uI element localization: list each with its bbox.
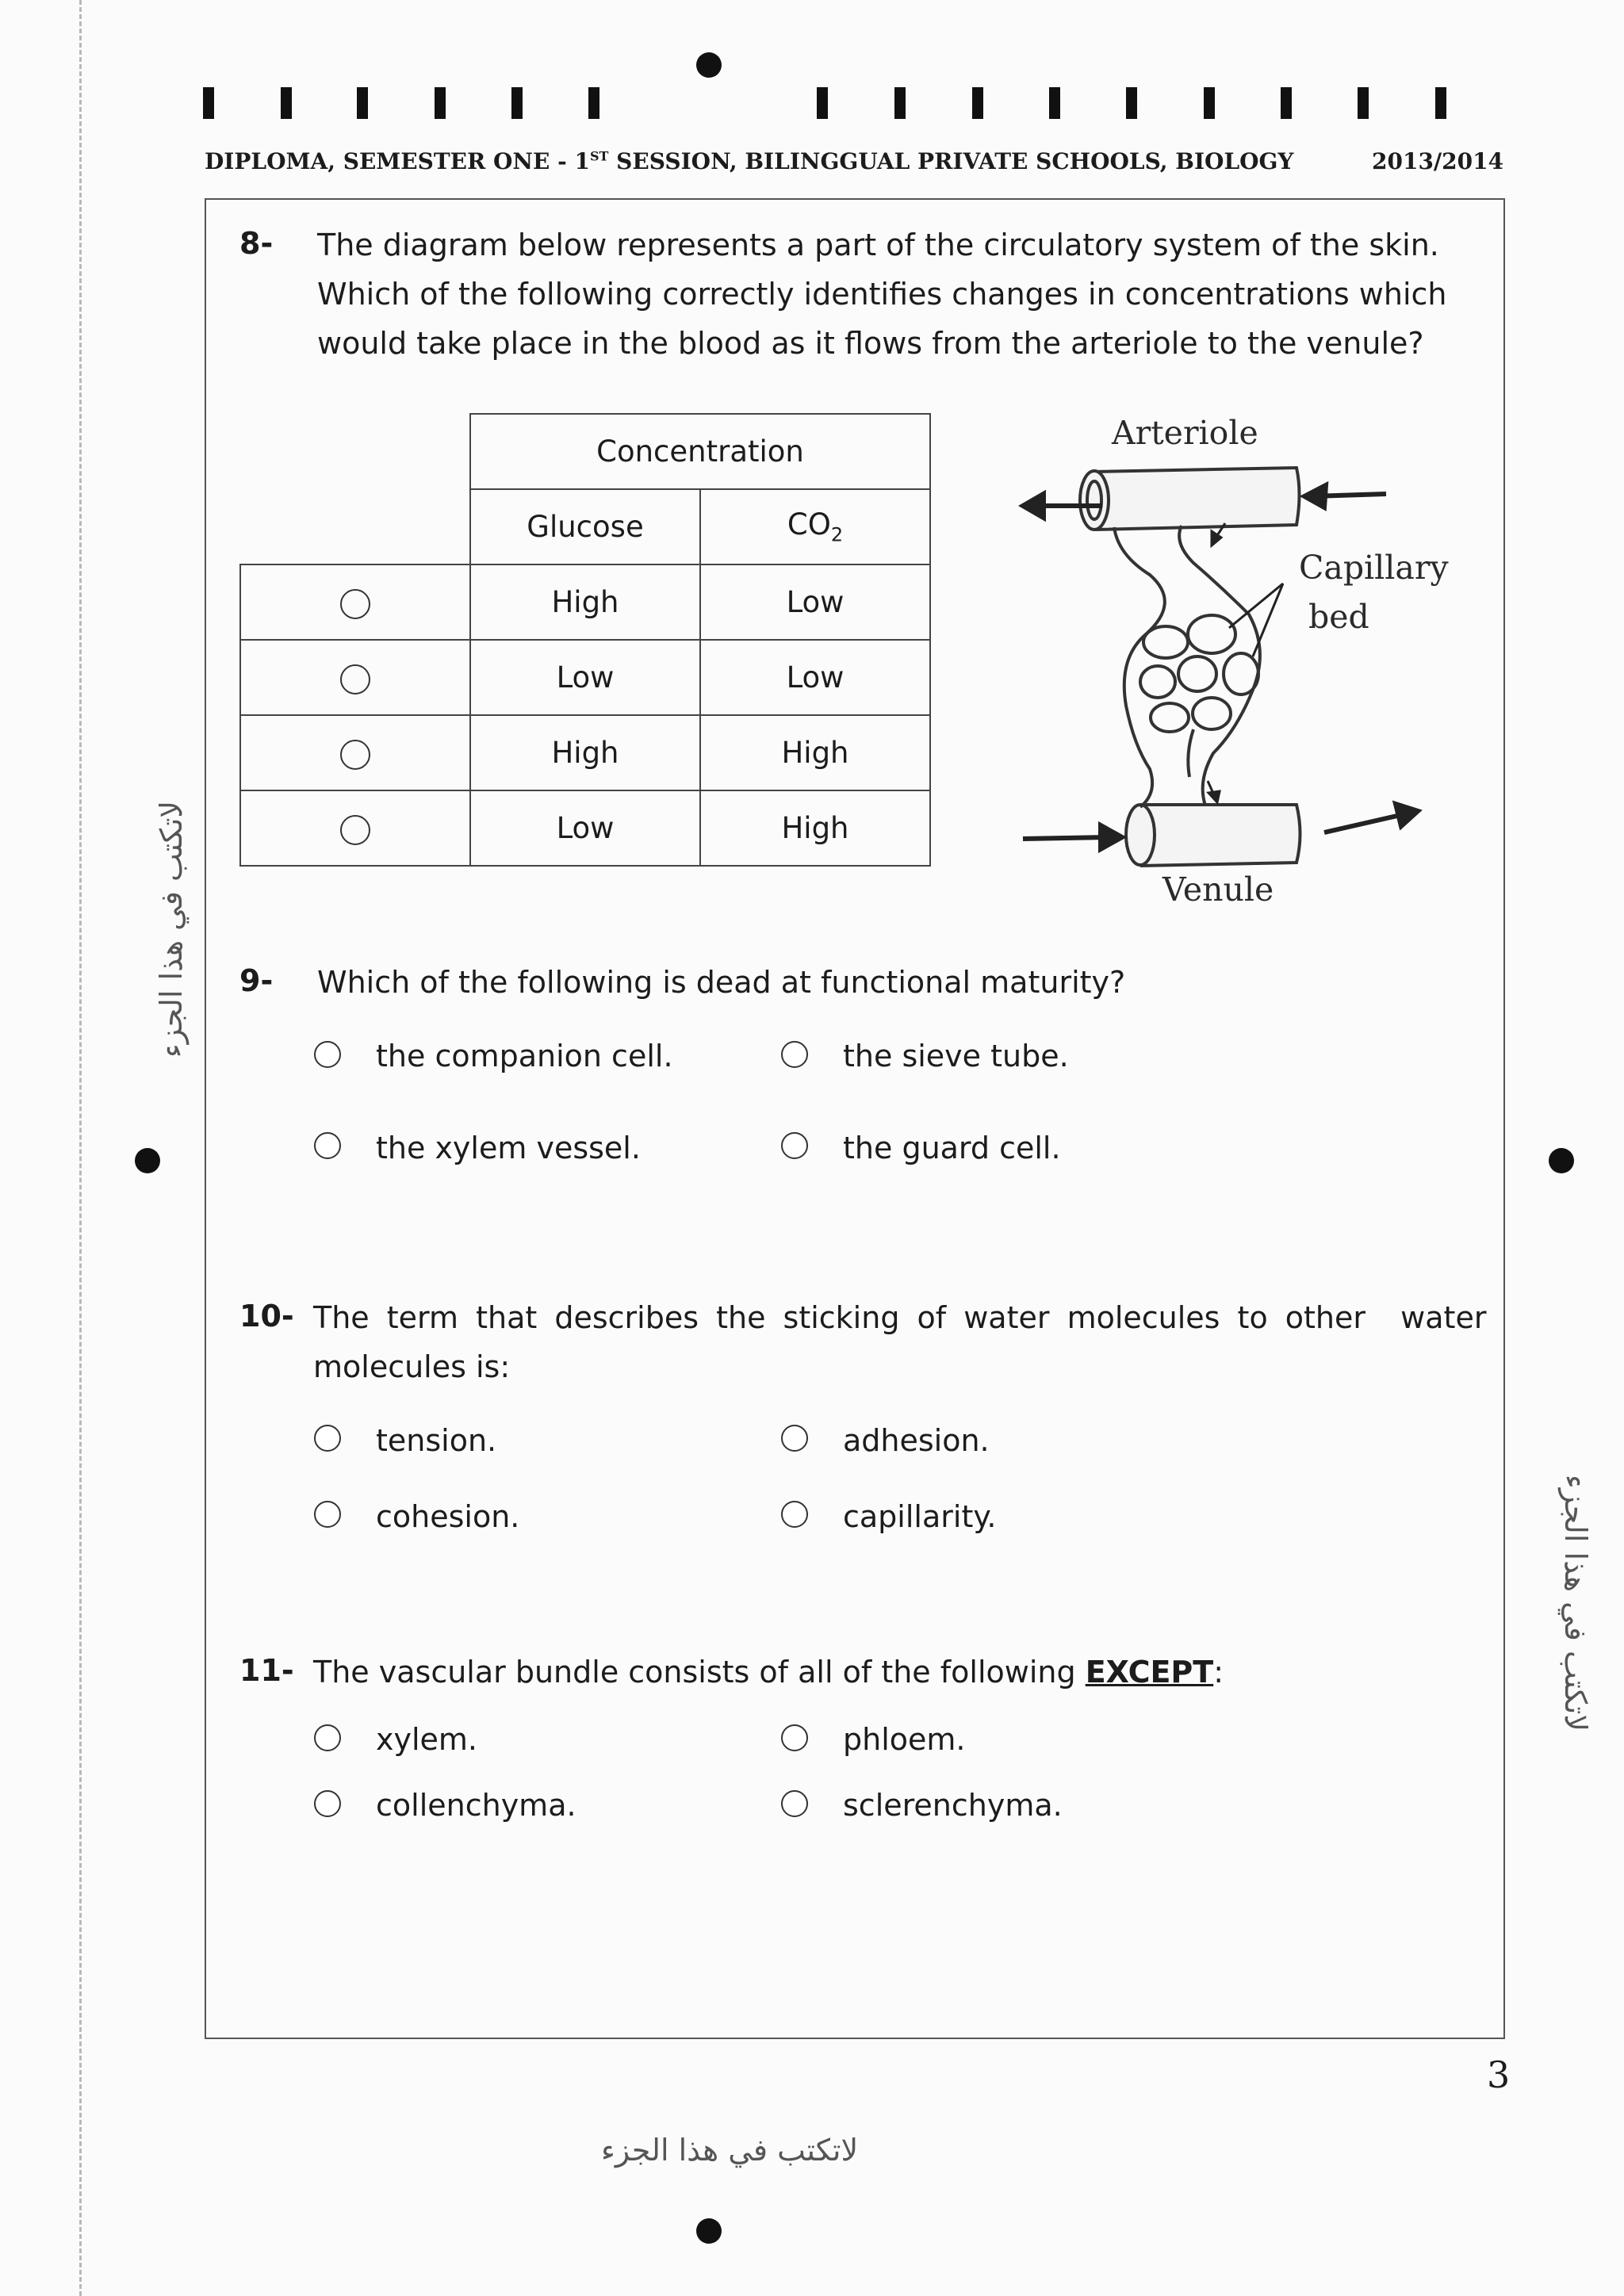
q11-option-b-label: phloem. — [843, 1722, 966, 1757]
q8-option-4-radio[interactable] — [340, 815, 370, 845]
exam-header-title: DIPLOMA, SEMESTER ONE - 1ST SESSION, BILINGGUAL PRIVATE SCHOOLS, BIOLOGY — [205, 148, 1294, 174]
table-col-glucose: Glucose — [470, 489, 700, 564]
q9-number: 9- — [239, 963, 274, 998]
margin-note-right: لاتكتب في هذا الجزء — [1558, 1474, 1594, 1732]
q11-option-d-radio[interactable] — [781, 1790, 808, 1817]
q8-option-1-radio[interactable] — [340, 589, 370, 619]
margin-note-left: لاتكتب في هذا الجزء — [154, 800, 190, 1058]
q9-option-a-radio[interactable] — [314, 1041, 341, 1068]
table-cell: Low — [700, 564, 930, 640]
margin-note-bottom: لاتكتب في هذا الجزء — [601, 2133, 859, 2168]
q9-text: Which of the following is dead at functional maturity? — [317, 965, 1126, 1000]
q11-option-a-radio[interactable] — [314, 1724, 341, 1751]
table-cell: High — [700, 790, 930, 866]
table-col-co2: $CO_2$ — [700, 489, 930, 564]
q8-option-row[interactable] — [240, 790, 930, 866]
q10-option-c-label: cohesion. — [376, 1499, 520, 1534]
q11-option-a-label: xylem. — [376, 1722, 478, 1757]
q11-option-c-label: collenchyma. — [376, 1788, 576, 1823]
q10-number: 10- — [239, 1299, 294, 1334]
q11-option-d-label: sclerenchyma. — [843, 1788, 1063, 1823]
except-emphasis: EXCEPT — [1085, 1655, 1214, 1689]
q8-option-3-radio[interactable] — [340, 740, 370, 770]
registration-dot-left — [135, 1148, 160, 1173]
q10-option-c-radio[interactable] — [314, 1501, 341, 1528]
q10-option-d-radio[interactable] — [781, 1501, 808, 1528]
q10-text: The term that describes the sticking of water molecules to other water molecules is: — [313, 1300, 1487, 1384]
q9-option-b-label: the sieve tube. — [843, 1039, 1069, 1073]
table-cell: Low — [470, 790, 700, 866]
q11-number: 11- — [239, 1653, 294, 1688]
table-cell: Low — [700, 640, 930, 715]
table-cell: Low — [470, 640, 700, 715]
q10-option-b-label: adhesion. — [843, 1423, 990, 1458]
q11-text: The vascular bundle consists of all of the following EXCEPT: — [313, 1655, 1224, 1689]
q8-option-row[interactable] — [240, 640, 930, 715]
capillary-bed-diagram — [1007, 444, 1435, 888]
q8-number: 8- — [239, 226, 274, 261]
exam-header-year: 2013/2014 — [1372, 148, 1504, 174]
q8-option-row[interactable] — [240, 564, 930, 640]
q8-concentration-table — [239, 413, 931, 867]
q9-option-c-label: the xylem vessel. — [376, 1131, 641, 1165]
q10-option-a-radio[interactable] — [314, 1425, 341, 1452]
table-cell: High — [470, 715, 700, 790]
q8-text: The diagram below represents a part of the circulatory system of the skin. Which of the following correctly identifies changes in concentrations which would take place in the blood as it flows from the arteriole to the venule? — [317, 228, 1447, 361]
table-cell: High — [470, 564, 700, 640]
perforation-line — [79, 0, 82, 2296]
q11-option-b-radio[interactable] — [781, 1724, 808, 1751]
registration-dot-top — [696, 52, 722, 78]
label-bed: bed — [1308, 598, 1369, 636]
q9-option-d-label: the guard cell. — [843, 1131, 1061, 1165]
table-header-concentration: Concentration — [470, 414, 930, 489]
q9-option-d-radio[interactable] — [781, 1132, 808, 1159]
q11-option-c-radio[interactable] — [314, 1790, 341, 1817]
q9-option-a-label: the companion cell. — [376, 1039, 673, 1073]
q10-option-d-label: capillarity. — [843, 1499, 997, 1534]
page-number: 3 — [1487, 2053, 1511, 2096]
table-cell: High — [700, 715, 930, 790]
q9-option-c-radio[interactable] — [314, 1132, 341, 1159]
q9-option-b-radio[interactable] — [781, 1041, 808, 1068]
registration-dot-bottom — [696, 2218, 722, 2244]
registration-dot-right — [1549, 1148, 1574, 1173]
q10-option-a-label: tension. — [376, 1423, 497, 1458]
q10-option-b-radio[interactable] — [781, 1425, 808, 1452]
label-capillary: Capillary — [1299, 549, 1449, 587]
q8-option-2-radio[interactable] — [340, 664, 370, 695]
q8-option-row[interactable] — [240, 715, 930, 790]
label-venule: Venule — [1162, 871, 1274, 909]
label-arteriole: Arteriole — [1112, 414, 1258, 452]
